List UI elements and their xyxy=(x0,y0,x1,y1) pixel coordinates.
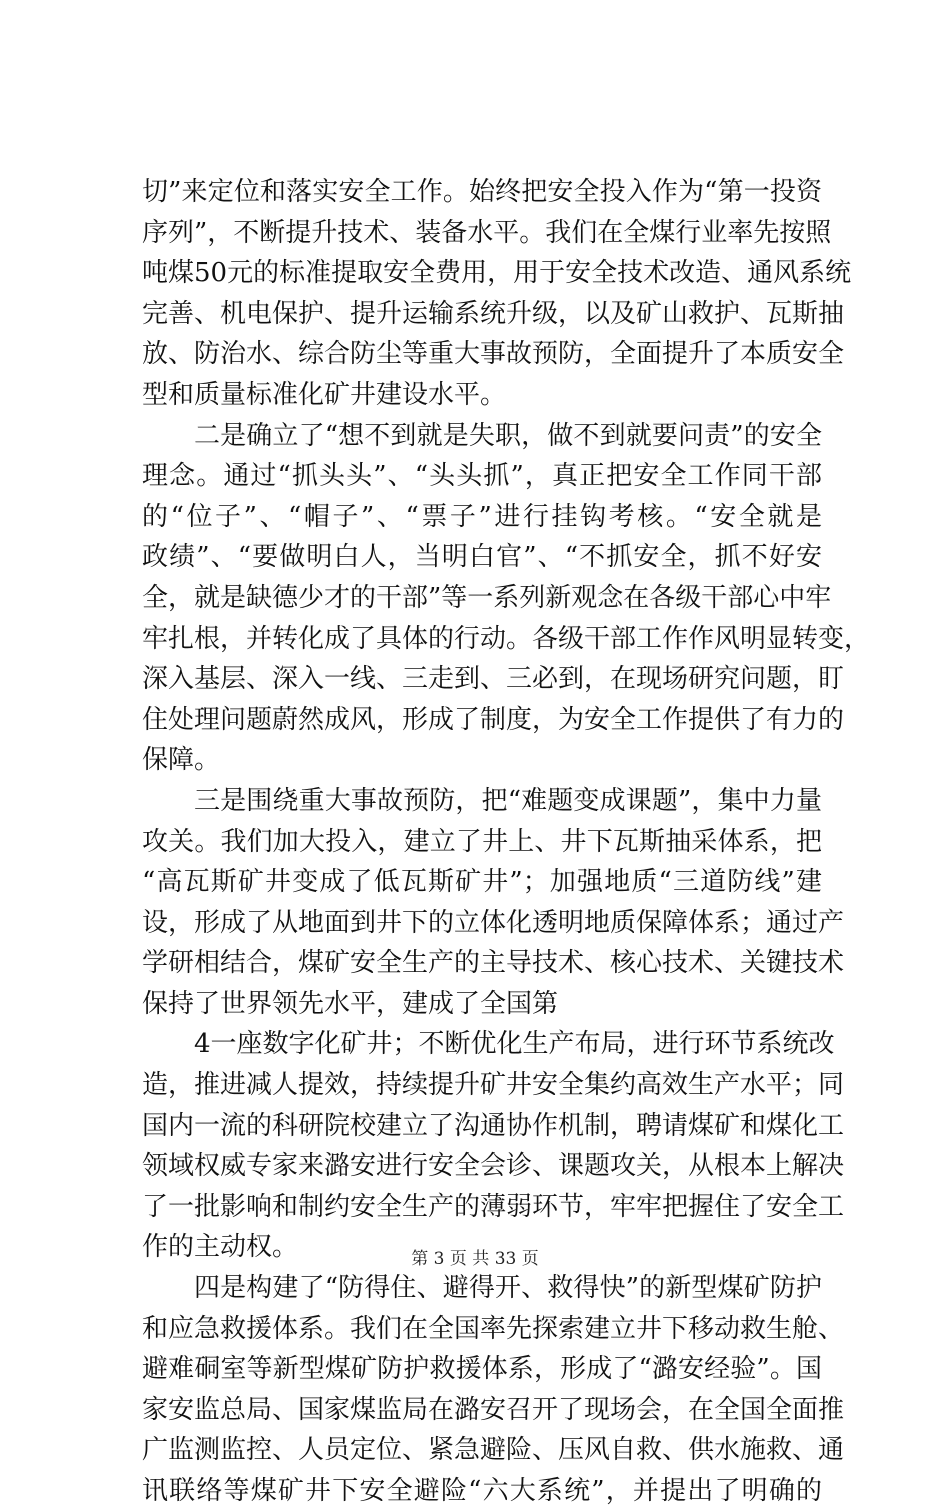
text-line: 保持了世界领先水平，建成了全国第 xyxy=(142,988,559,1019)
text-line: 切”来定位和落实安全工作。始终把安全投入作为“第一投资 xyxy=(142,177,822,207)
text-line: “高瓦斯矿井变成了低瓦斯矿井”；加强地质“三道防线”建 xyxy=(142,867,822,898)
text-line: 和应急救援体系。我们在全国率先探索建立井下移动救生舱、 xyxy=(142,1313,845,1344)
paragraph-start-line: 四是构建了“防得住、避得开、救得快”的新型煤矿防护 xyxy=(194,1273,822,1304)
text-line: 了一批影响和制约安全生产的薄弱环节，牢牢把握住了安全工 xyxy=(142,1191,845,1222)
text-line: 全，就是缺德少才的干部”等一系列新观念在各级干部心中牢 xyxy=(142,582,832,613)
paragraph-start-line: 三是围绕重大事故预防，把“难题变成课题”，集中力量 xyxy=(194,785,822,816)
text-line: 的“位子”、“帽子”、“票子”进行挂钩考核。“安全就是 xyxy=(142,501,822,532)
text-line: 设，形成了从地面到井下的立体化透明地质保障体系；通过产 xyxy=(142,907,845,938)
text-line: 学研相结合，煤矿安全生产的主导技术、核心技术、关键技术 xyxy=(142,948,845,979)
text-line: 广监测监控、人员定位、紧急避险、压风自救、供水施救、通 xyxy=(142,1435,845,1466)
text-line: 作的主动权。 xyxy=(142,1232,299,1263)
text-line: 放、防治水、综合防尘等重大事故预防，全面提升了本质安全 xyxy=(142,339,845,370)
text-line: 吨煤50元的标准提取安全费用，用于安全技术改造、通风系统 xyxy=(142,258,852,289)
text-line: 型和质量标准化矿井建设水平。 xyxy=(142,379,507,410)
paragraph-start-line: 二是确立了“想不到就是失职，做不到就要问责”的安全 xyxy=(194,420,822,451)
text-line: 深入基层、深入一线、三走到、三必到，在现场研究问题，盯 xyxy=(142,664,845,695)
text-line: 讯联络等煤矿井下安全避险“六大系统”，并提出了明确的 xyxy=(142,1476,822,1506)
body-text xyxy=(142,172,871,1512)
page-number-footer: 第 3 页 共 33 页 xyxy=(411,1249,539,1269)
text-line: 完善、机电保护、提升运输系统升级，以及矿山救护、瓦斯抽 xyxy=(142,298,845,329)
text-line: 理念。通过“抓头头”、“头头抓”，真正把安全工作同干部 xyxy=(142,461,822,492)
text-line: 攻关。我们加大投入，建立了井上、井下瓦斯抽采体系，把 xyxy=(142,826,822,857)
text-line: 造，推进减人提效，持续提升矿井安全集约高效生产水平；同 xyxy=(142,1070,845,1101)
text-line: 序列”，不断提升技术、装备水平。我们在全煤行业率先按照 xyxy=(142,217,832,248)
paragraph-start-line: 4一座数字化矿井；不断优化生产布局，进行环节系统改 xyxy=(194,1029,835,1060)
text-line: 保障。 xyxy=(142,745,221,776)
text-line: 家安监总局、国家煤监局在潞安召开了现场会，在全国全面推 xyxy=(142,1394,845,1425)
text-line: 牢扎根，并转化成了具体的行动。各级干部工作作风明显转变， xyxy=(142,623,871,654)
text-line: 住处理问题蔚然成风，形成了制度，为安全工作提供了有力的 xyxy=(142,704,845,735)
text-line: 避难硐室等新型煤矿防护救援体系，形成了“潞安经验”。国 xyxy=(142,1354,822,1385)
text-line: 国内一流的科研院校建立了沟通协作机制，聘请煤矿和煤化工 xyxy=(142,1110,845,1141)
text-line: 政绩”、“要做明白人，当明白官”、“不抓安全，抓不好安 xyxy=(142,542,822,573)
text-line: 领域权威专家来潞安进行安全会诊、课题攻关，从根本上解决 xyxy=(142,1151,845,1182)
